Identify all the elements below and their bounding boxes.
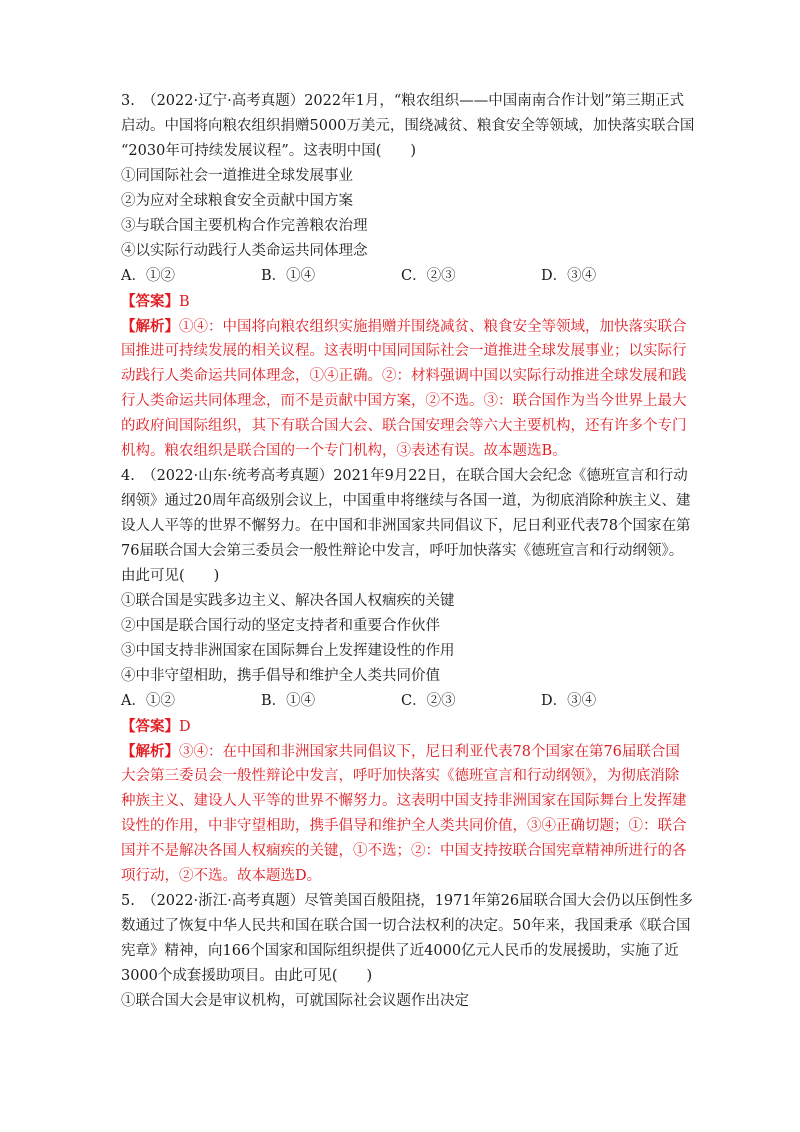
document-content	[121, 89, 695, 1014]
answer-value: B	[179, 294, 190, 310]
option-d: D．③④	[541, 268, 597, 284]
analysis-line: 项行动，②不选。故本题选D。	[121, 868, 322, 884]
question-stem-line: 宪章》精神，向166个国家和国际组织提供了近4000亿元人民币的发展援助，实施了近	[121, 943, 679, 959]
answer-options	[121, 264, 681, 289]
answer-line	[121, 714, 681, 739]
analysis-line	[121, 739, 681, 764]
option-a: A．①②	[121, 693, 175, 709]
analysis-line: 的政府间国际组织，其下有联合国大会、联合国安理会等六大主要机构，还有许多个专门	[121, 418, 687, 434]
analysis-line: 动践行人类命运共同体理念，①④正确。②：材料强调中国以实际行动推进全球发展和践	[121, 368, 687, 384]
analysis-line: 大会第三委员会一般性辩论中发言，呼吁加快落实《德班宣言和行动纲领》，为彻底消除	[121, 768, 680, 784]
statement: ③与联合国主要机构合作完善粮农治理	[121, 218, 368, 234]
answer-options	[121, 689, 681, 714]
answer-line	[121, 289, 681, 314]
analysis-label: 【解析】	[121, 318, 179, 335]
option-c: C．②③	[401, 268, 456, 284]
analysis-line: 种族主义、建设人人平等的世界不懈努力。这表明中国支持非洲国家在国际舞台上发挥建	[121, 793, 687, 809]
statement: ①同国际社会一道推进全球发展事业	[121, 168, 353, 184]
question-4	[121, 464, 691, 889]
statement: ②为应对全球粮食安全贡献中国方案	[121, 193, 353, 209]
analysis-line: 行人类命运共同体理念，而不是贡献中国方案，②不选。③：联合国作为当今世界上最大	[121, 393, 687, 409]
option-d: D．③④	[541, 693, 597, 709]
question-5	[121, 889, 694, 1014]
analysis-label: 【解析】	[121, 743, 179, 760]
question-stem-line: 4. （2022·山东·统考高考真题）2021年9月22日，在联合国大会纪念《德班宣言和行动	[121, 468, 688, 484]
question-stem-line: 启动。中国将向粮农组织捐赠5000万美元，围绕减贫、粮食安全等领域，加快落实联合国	[121, 118, 695, 134]
question-stem-line: 3. （2022·辽宁·高考真题）2022年1月，“粮农组织——中国南南合作计划”第三期正式	[121, 93, 685, 109]
answer-label: 【答案】	[121, 293, 179, 310]
answer-value: D	[179, 719, 191, 735]
question-stem-line: 数通过了恢复中华人民共和国在联合国一切合法权利的决定。50年来，我国秉承《联合国	[121, 918, 691, 934]
analysis-line: 机构。粮农组织是联合国的一个专门机构，③表述有误。故本题选B。	[121, 443, 567, 459]
option-a: A．①②	[121, 268, 175, 284]
statement: ④中非守望相助，携手倡导和维护全人类共同价值	[121, 668, 440, 684]
answer-label: 【答案】	[121, 718, 179, 735]
question-stem-line: 76届联合国大会第三委员会一般性辩论中发言，呼吁加快落实《德班宣言和行动纲领》。	[121, 543, 684, 559]
analysis-line: 国推进可持续发展的相关议程。这表明中国同国际社会一道推进全球发展事业；以实际行	[121, 343, 687, 359]
statement: ①联合国是实践多边主义、解决各国人权痼疾的关键	[121, 593, 455, 609]
statement: ①联合国大会是审议机构，可就国际社会议题作出决定	[121, 993, 469, 1009]
question-stem-line: 设人人平等的世界不懈努力。在中国和非洲国家共同倡议下，尼日利亚代表78个国家在第	[121, 518, 691, 534]
question-stem-line: 由此可见( )	[121, 568, 220, 584]
statement: ③中国支持非洲国家在国际舞台上发挥建设性的作用	[121, 643, 455, 659]
question-3	[121, 89, 695, 464]
analysis-line: 设性的作用，中非守望相助，携手倡导和维护全人类共同价值，③④正确切题；①：联合	[121, 818, 687, 834]
option-b: B．①④	[261, 693, 316, 709]
analysis-text: ③④：在中国和非洲国家共同倡议下，尼日利亚代表78个国家在第76届联合国	[179, 744, 680, 760]
statement: ④以实际行动践行人类命运共同体理念	[121, 243, 368, 259]
option-b: B．①④	[261, 268, 316, 284]
analysis-line	[121, 314, 687, 339]
question-stem-line: “2030年可持续发展议程”。这表明中国( )	[121, 143, 417, 159]
question-stem-line: 纲领》通过20周年高级别会议上，中国重申将继续与各国一道，为彻底消除种族主义、建	[121, 493, 691, 509]
question-stem-line: 3000个成套援助项目。由此可见( )	[121, 968, 373, 984]
statement: ②中国是联合国行动的坚定支持者和重要合作伙伴	[121, 618, 440, 634]
option-c: C．②③	[401, 693, 456, 709]
analysis-text: ①④：中国将向粮农组织实施捐赠并围绕减贫、粮食安全等领域，加快落实联合	[179, 319, 687, 335]
analysis-line: 国并不是解决各国人权痼疾的关键，①不选；②：中国支持按联合国宪章精神所进行的各	[121, 843, 687, 859]
question-stem-line: 5. （2022·浙江·高考真题）尽管美国百般阻挠，1971年第26届联合国大会仍以压倒性多	[121, 893, 694, 909]
